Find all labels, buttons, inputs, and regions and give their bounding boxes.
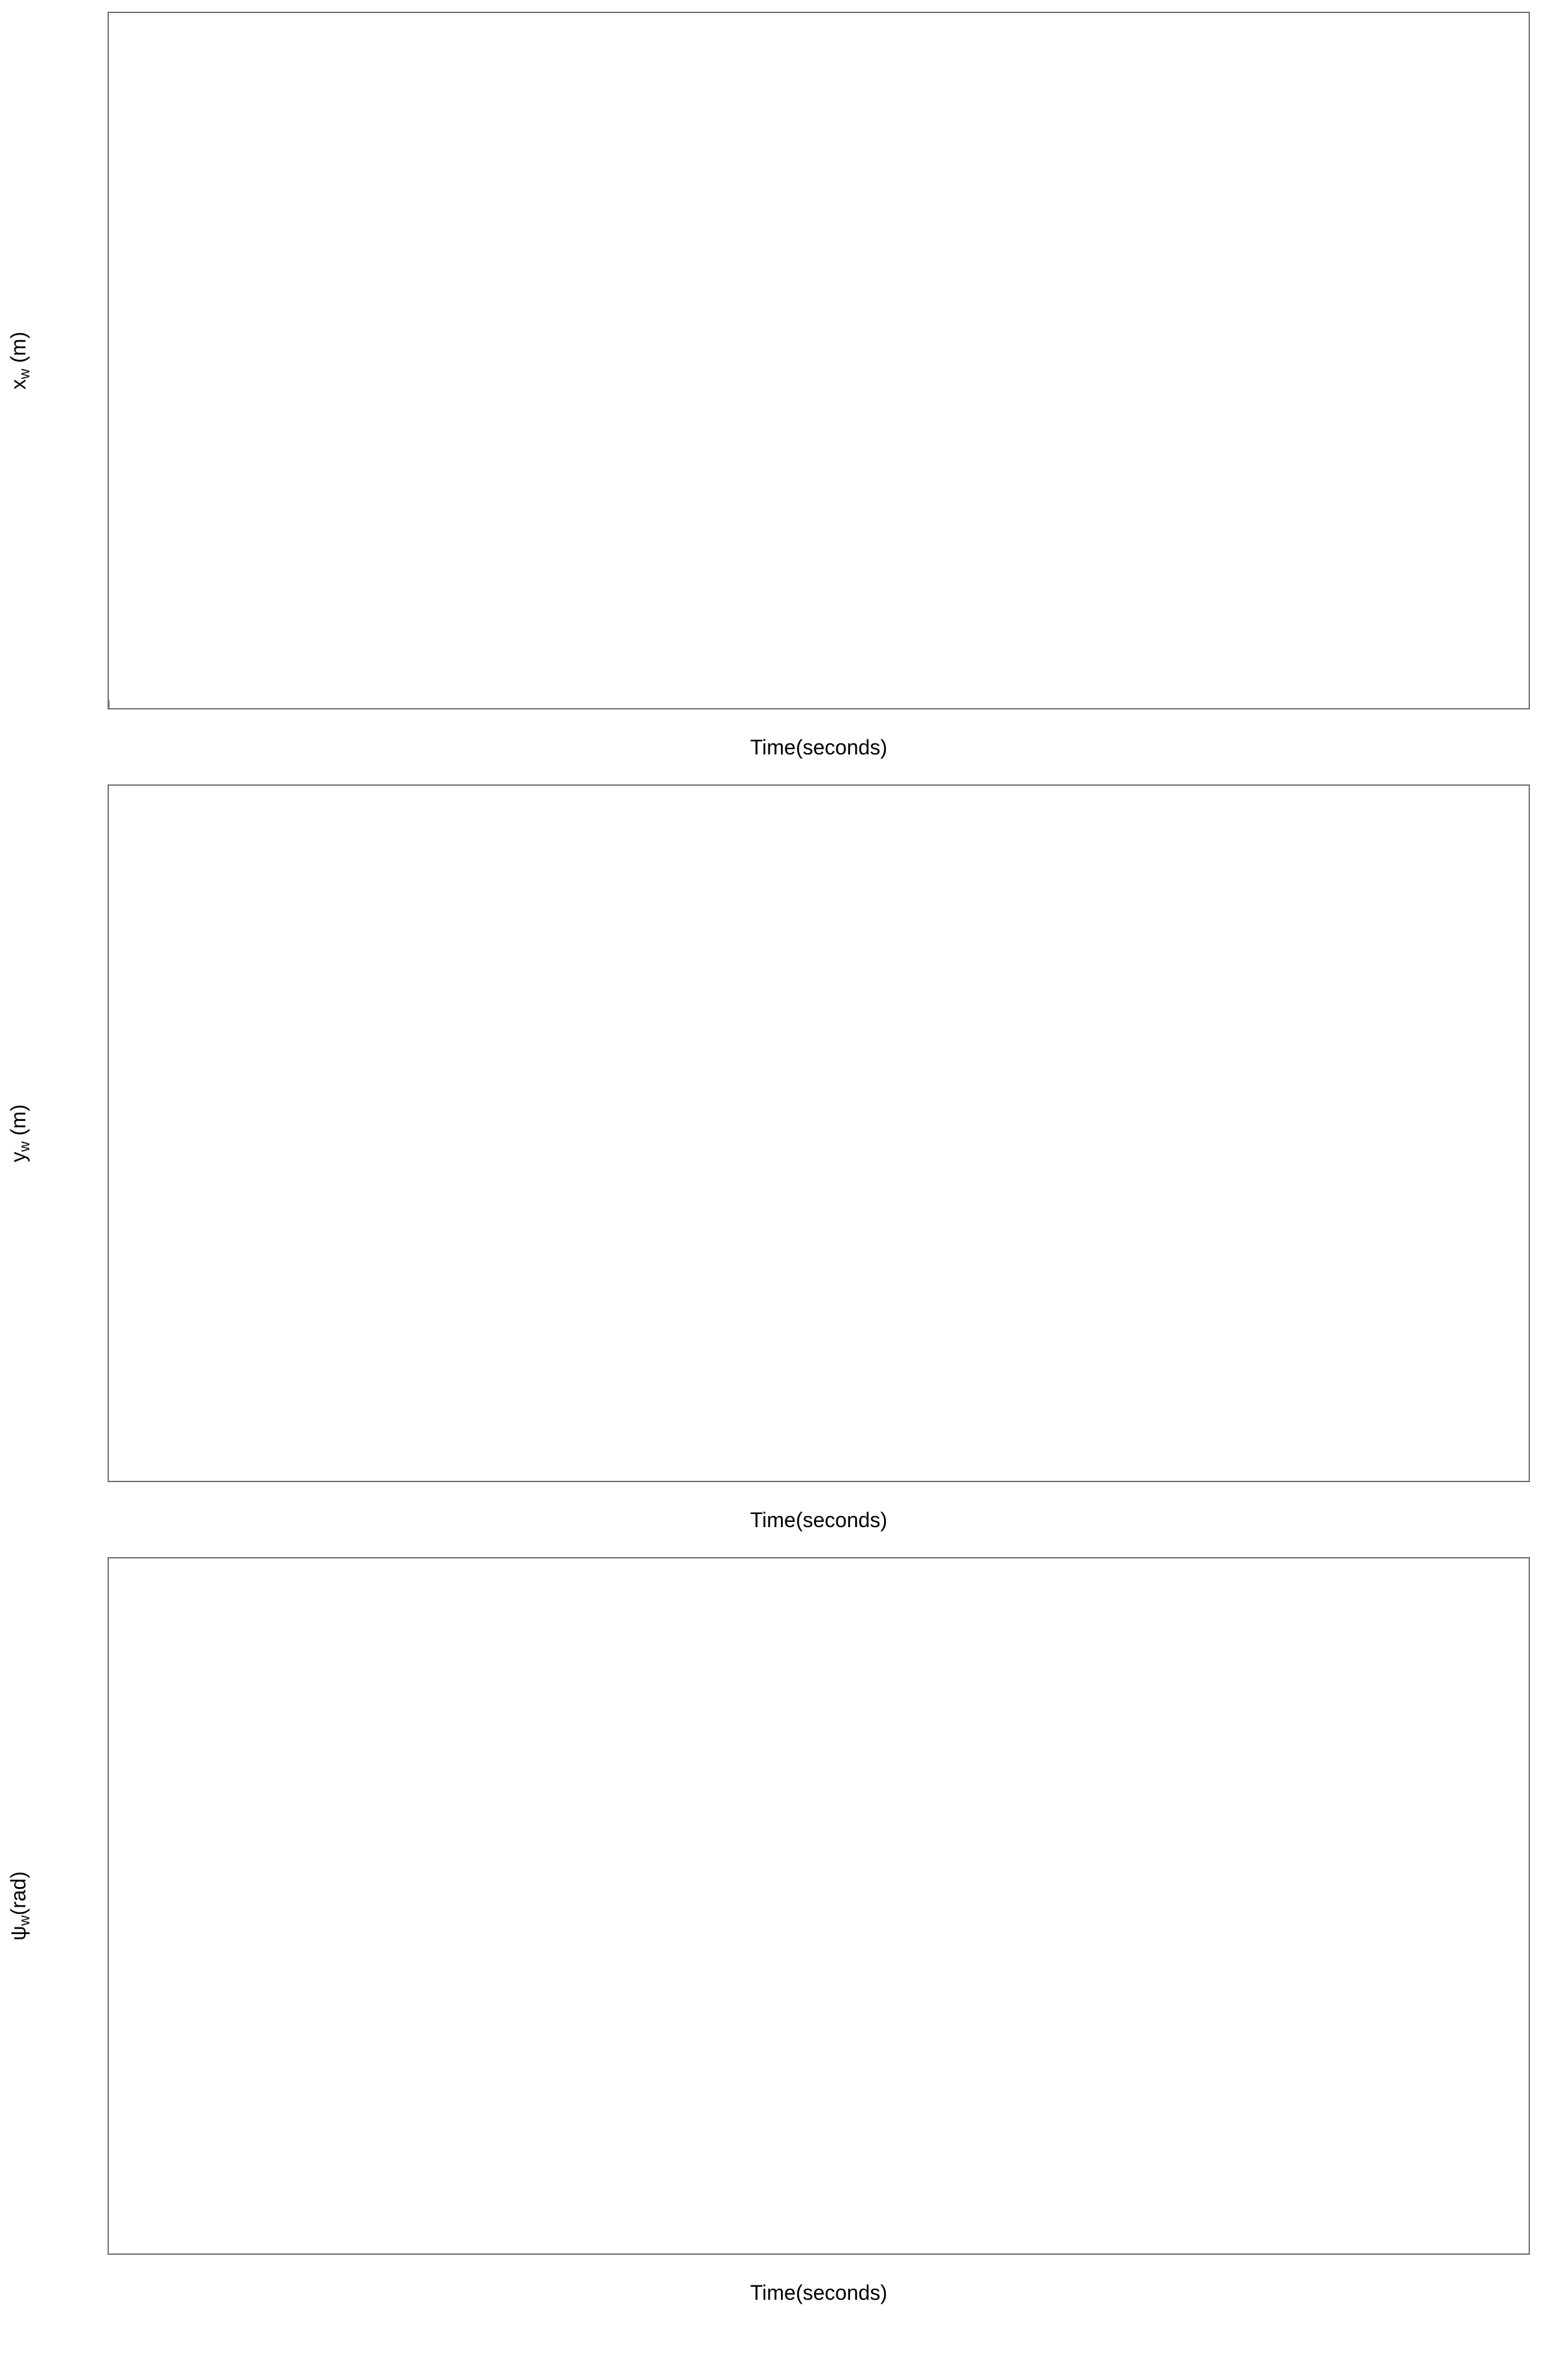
y-axis-label-yw: $y_w$ (m)	[7, 1104, 33, 1163]
x-axis-label-xw: Time(seconds)	[750, 736, 888, 759]
plot-area-yw	[108, 784, 1530, 1482]
chart-panel-xw	[0, 0, 1556, 773]
plot-area-xw	[108, 12, 1530, 709]
chart-panel-yw	[0, 773, 1556, 1545]
y-axis-label-psiw: $\psi_w(rad)$	[7, 1871, 33, 1941]
x-axis-label-yw: Time(seconds)	[750, 1508, 888, 1532]
x-tickmark	[108, 700, 110, 708]
y-axis-label-xw: $x_w$ (m)	[7, 331, 33, 390]
chart-panel-psiw	[0, 1545, 1556, 2318]
x-axis-label-psiw: Time(seconds)	[750, 2281, 888, 2304]
plot-area-psiw	[108, 1557, 1530, 2255]
